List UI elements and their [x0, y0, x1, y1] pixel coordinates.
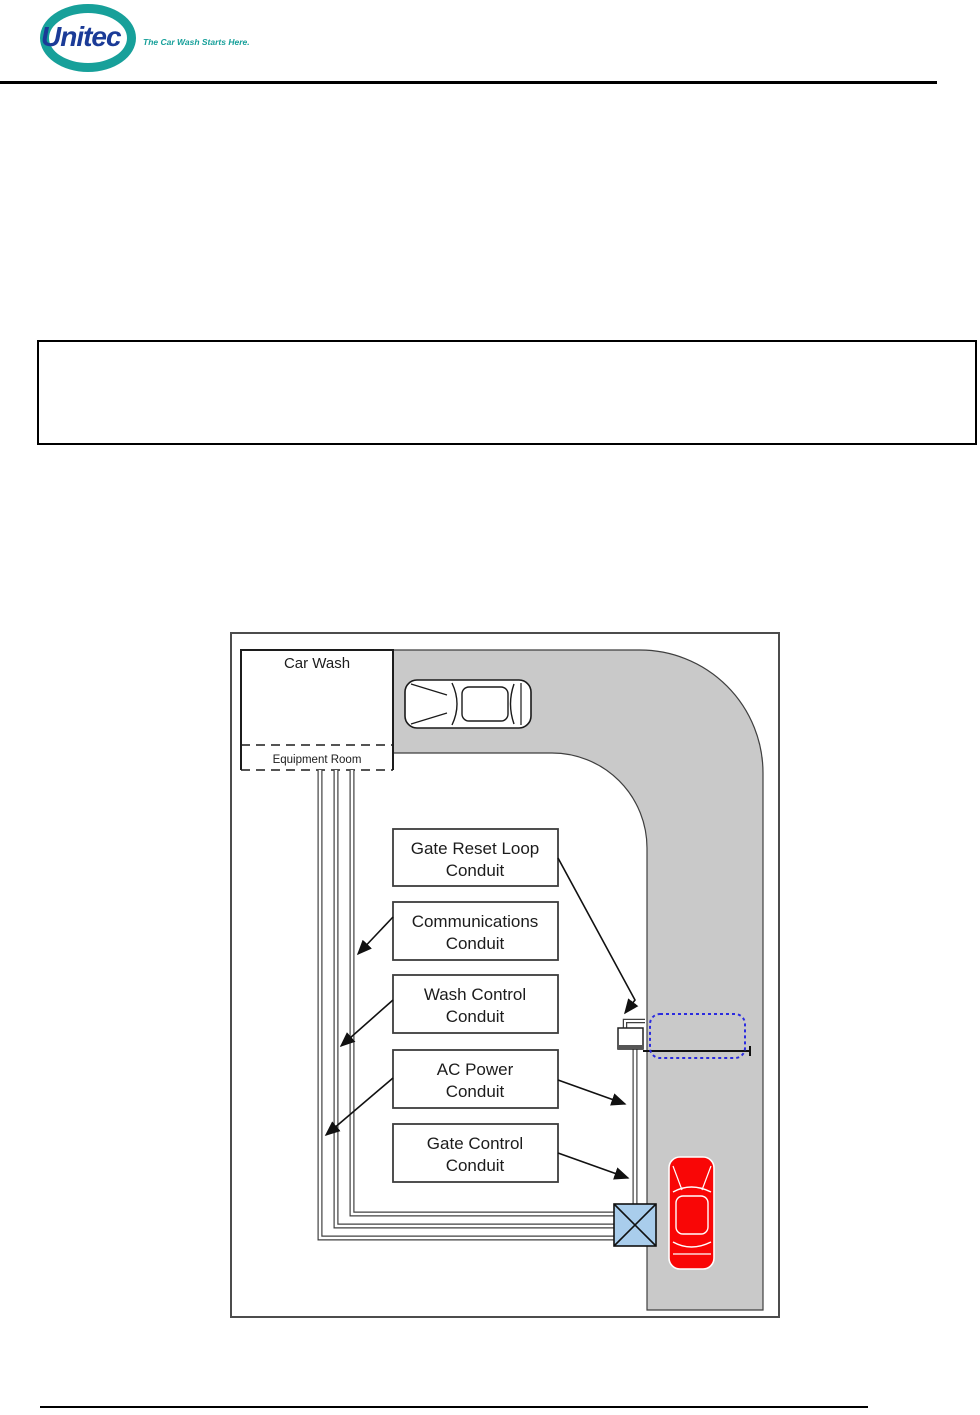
logo-wordmark: Unitec — [41, 21, 121, 52]
label-text: Conduit — [445, 1156, 505, 1175]
notice-box — [37, 340, 977, 445]
gate-cabinet — [618, 1028, 643, 1049]
red-car — [669, 1157, 714, 1269]
label-box-communications — [393, 902, 558, 960]
label-text: Gate Reset Loop — [410, 839, 540, 858]
label-text: Conduit — [445, 934, 505, 953]
label-text: Wash Control — [423, 985, 527, 1004]
car-wash-building — [241, 650, 393, 770]
footer-divider — [40, 1406, 868, 1408]
car-wash-label: Car Wash — [283, 655, 351, 672]
equipment-room-label: Equipment Room — [272, 754, 362, 766]
label-text: Conduit — [445, 861, 505, 880]
conduit-diagram — [230, 632, 780, 1318]
logo-tagline: The Car Wash Starts Here. — [143, 37, 250, 47]
label-box-ac-power — [393, 1050, 558, 1108]
label-text: Communications — [411, 912, 539, 931]
header-divider — [0, 81, 937, 84]
junction-box — [614, 1204, 656, 1246]
label-box-wash-control — [393, 975, 558, 1033]
label-text: Gate Control — [426, 1134, 524, 1153]
unitec-logo — [38, 2, 138, 72]
white-car — [405, 680, 531, 728]
label-text: Conduit — [445, 1007, 505, 1026]
label-box-gate-control — [393, 1124, 558, 1182]
label-text: Conduit — [445, 1082, 505, 1101]
label-text: AC Power — [436, 1060, 514, 1079]
label-box-gate-reset-loop — [393, 829, 558, 886]
